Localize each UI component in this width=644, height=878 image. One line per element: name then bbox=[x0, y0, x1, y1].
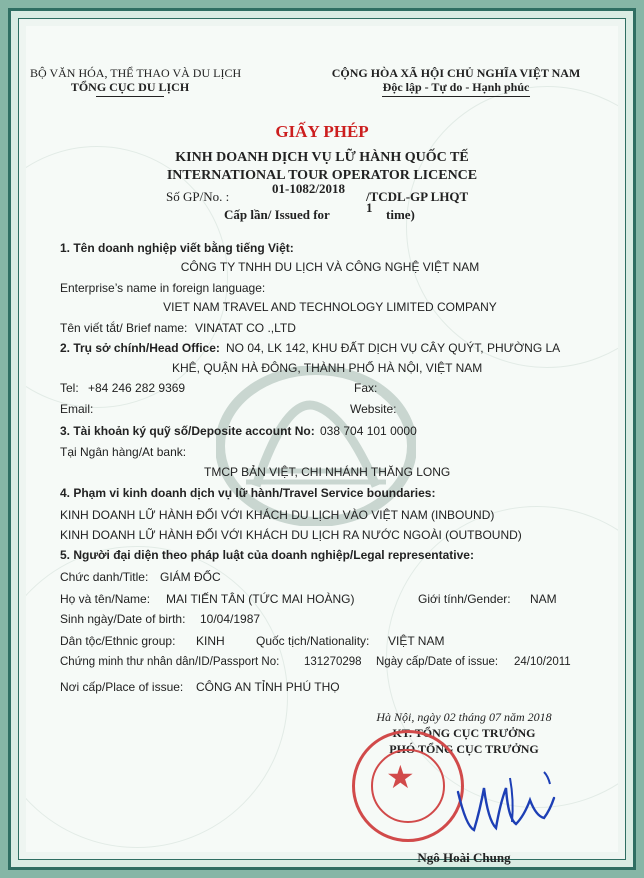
motto: Độc lập - Tự do - Hạnh phúc bbox=[382, 80, 530, 94]
bank-value: TMCP BẢN VIỆT, CHI NHÁNH THĂNG LONG bbox=[204, 465, 451, 479]
service-boundary-outbound: KINH DOANH LỮ HÀNH ĐỐI VỚI KHÁCH DU LỊCH RA NƯỚC NGOÀI (OUTBOUND) bbox=[60, 528, 522, 542]
rep-id-value: 131270298 bbox=[304, 656, 362, 668]
motto-underline bbox=[382, 96, 530, 97]
rep-place-label: Nơi cấp/Place of issue: bbox=[60, 680, 184, 694]
rep-place-value: CÔNG AN TỈNH PHÚ THỌ bbox=[196, 680, 340, 694]
signer-name: Ngô Hoài Chung bbox=[417, 850, 511, 865]
issue-count-value: 1 bbox=[366, 200, 373, 215]
fax-label: Fax: bbox=[354, 381, 378, 395]
watermark-emblem bbox=[216, 366, 416, 526]
signer-role-2: PHÓ TỔNG CỤC TRƯỞNG bbox=[389, 742, 539, 756]
rep-dob-label: Sinh ngày/Date of birth: bbox=[60, 612, 186, 626]
tel-label: Tel: bbox=[60, 381, 79, 395]
rep-ethnic-value: KINH bbox=[196, 634, 225, 648]
title-vietnamese: KINH DOANH DỊCH VỤ LỮ HÀNH QUỐC TẾ bbox=[175, 150, 469, 165]
rep-issue-date-label: Ngày cấp/Date of issue: bbox=[376, 656, 499, 668]
issue-date-line: Hà Nội, ngày 02 tháng 07 năm 2018 bbox=[376, 710, 552, 724]
issue-count-label: Cấp lần/ Issued for bbox=[224, 207, 330, 222]
section2-heading: 2. Trụ sở chính/Head Office: bbox=[60, 341, 220, 355]
tel-value: +84 246 282 9369 bbox=[88, 381, 186, 395]
licence-number-value: 01-1082/2018 bbox=[272, 181, 345, 196]
rep-name-label: Họ và tên/Name: bbox=[60, 592, 151, 606]
title-english: INTERNATIONAL TOUR OPERATOR LICENCE bbox=[166, 168, 478, 183]
enterprise-name-en: VIET NAM TRAVEL AND TECHNOLOGY LIMITED COMPANY bbox=[163, 300, 497, 314]
rep-ethnic-label: Dân tộc/Ethnic group: bbox=[60, 634, 176, 648]
department-name: TỔNG CỤC DU LỊCH bbox=[70, 80, 190, 94]
email-label: Email: bbox=[60, 402, 94, 416]
rep-id-label: Chứng minh thư nhân dân/ID/Passport No: bbox=[60, 656, 280, 668]
head-office-address-line2: KHÊ, QUẬN HÀ ĐÔNG, THÀNH PHỐ HÀ NỘI, VIỆT NAM bbox=[172, 361, 483, 375]
rep-gender-value: NAM bbox=[530, 592, 557, 606]
rep-gender-label: Giới tính/Gender: bbox=[418, 592, 511, 606]
rep-title-value: GIÁM ĐỐC bbox=[160, 570, 221, 584]
ministry-name: BỘ VĂN HÓA, THỂ THAO VÀ DU LỊCH bbox=[30, 66, 242, 80]
republic-name: CỘNG HÒA XÃ HỘI CHỦ NGHĨA VIỆT NAM bbox=[331, 66, 581, 80]
rep-issue-date-value: 24/10/2011 bbox=[514, 656, 571, 668]
rep-nationality-label: Quốc tịch/Nationality: bbox=[256, 634, 370, 648]
brief-name-label: Tên viết tắt/ Brief name: bbox=[60, 321, 188, 335]
rep-dob-value: 10/04/1987 bbox=[200, 612, 261, 626]
signer-role-1: KT. TỔNG CỤC TRƯỞNG bbox=[392, 726, 536, 740]
licence-number-suffix: /TCDL-GP LHQT bbox=[366, 189, 469, 204]
section1-heading: 1. Tên doanh nghiệp viết bằng tiếng Việt: bbox=[60, 241, 294, 255]
deposit-account-value: 038 704 101 0000 bbox=[320, 424, 417, 438]
seal-star-icon: ★ bbox=[386, 759, 415, 795]
ministry-underline bbox=[96, 96, 164, 97]
licence-number-label: Số GP/No. : bbox=[166, 189, 230, 204]
brief-name-value: VINATAT CO .,LTD bbox=[195, 321, 296, 335]
rep-nationality-value: VIỆT NAM bbox=[388, 634, 445, 648]
head-office-address-line1: NO 04, LK 142, KHU ĐẤT DỊCH VỤ CÂY QUÝT, PHƯỜNG LA bbox=[226, 341, 561, 355]
foreign-name-label: Enterprise’s name in foreign language: bbox=[60, 281, 266, 295]
section5-heading: 5. Người đại diện theo pháp luật của doanh nghiệp/Legal representative: bbox=[60, 548, 474, 562]
section3-heading: 3. Tài khoản ký quỹ số/Deposite account No: bbox=[60, 424, 315, 438]
section4-heading: 4. Phạm vi kinh doanh dịch vụ lữ hành/Travel Service boundaries: bbox=[60, 486, 436, 500]
rep-name-value: MAI TIẾN TÂN (TỨC MAI HOÀNG) bbox=[166, 592, 355, 606]
document-title: GIẤY PHÉP bbox=[275, 122, 369, 141]
enterprise-name-vi: CÔNG TY TNHH DU LỊCH VÀ CÔNG NGHỆ VIỆT NAM bbox=[180, 260, 480, 274]
service-boundary-inbound: KINH DOANH LỮ HÀNH ĐỐI VỚI KHÁCH DU LỊCH VÀO VIỆT NAM (INBOUND) bbox=[60, 508, 495, 522]
handwritten-signature bbox=[440, 770, 560, 840]
website-label: Website: bbox=[350, 402, 397, 416]
bank-label: Tại Ngân hàng/At bank: bbox=[60, 445, 187, 459]
issue-count-suffix: time) bbox=[386, 207, 415, 222]
rep-title-label: Chức danh/Title: bbox=[60, 570, 149, 584]
